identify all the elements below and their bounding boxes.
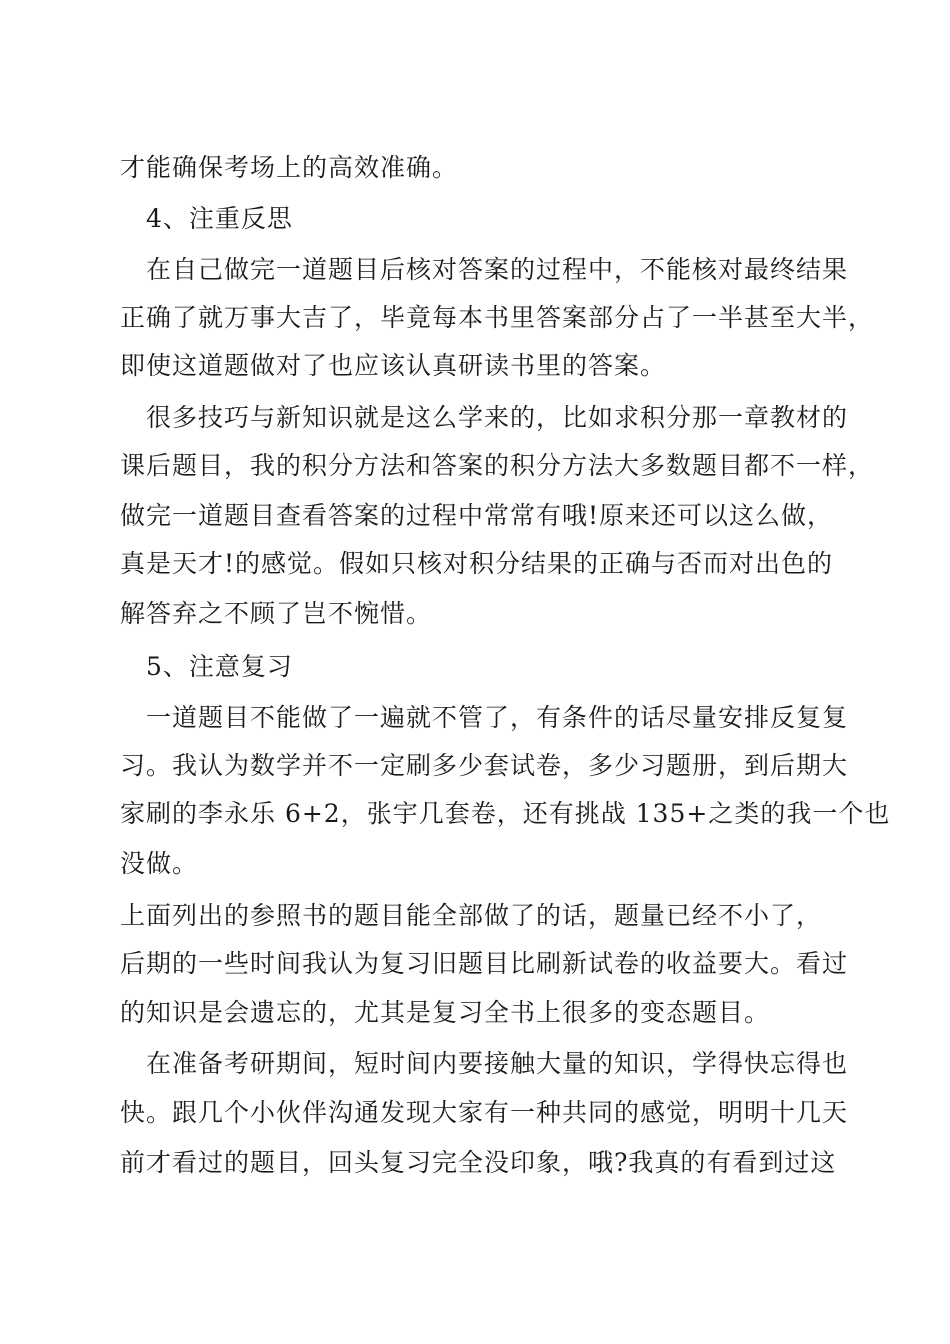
text-line: 才能确保考场上的高效准确。 (120, 153, 459, 182)
section-heading: 5、注意复习 (146, 652, 293, 681)
text-line: 课后题目，我的积分方法和答案的积分方法大多数题目都不一样， (120, 451, 875, 480)
text-line: 一道题目不能做了一遍就不管了，有条件的话尽量安排反复复 (146, 703, 849, 732)
text-line: 很多技巧与新知识就是这么学来的，比如求积分那一章教材的 (146, 403, 849, 432)
text-line: 家刷的李永乐 6+2，张宇几套卷，还有挑战 135+之类的我一个也 (120, 799, 891, 828)
text-line: 的知识是会遗忘的，尤其是复习全书上很多的变态题目。 (120, 998, 771, 1027)
text-line: 真是天才!的感觉。假如只核对积分结果的正确与否而对出色的 (120, 549, 834, 578)
text-line: 上面列出的参照书的题目能全部做了的话，题量已经不小了， (120, 901, 823, 930)
text-line: 快。跟几个小伙伴沟通发现大家有一种共同的感觉，明明十几天 (120, 1098, 849, 1127)
text-line: 习。我认为数学并不一定刷多少套试卷，多少习题册，到后期大 (120, 751, 849, 780)
section-heading: 4、注重反思 (146, 204, 293, 233)
text-line: 后期的一些时间我认为复习旧题目比刷新试卷的收益要大。看过 (120, 949, 849, 978)
text-line: 没做。 (120, 849, 199, 878)
text-line: 在自己做完一道题目后核对答案的过程中，不能核对最终结果 (146, 255, 849, 284)
text-line: 在准备考研期间，短时间内要接触大量的知识，学得快忘得也 (146, 1049, 849, 1078)
text-line: 即使这道题做对了也应该认真研读书里的答案。 (120, 351, 667, 380)
text-line: 解答弃之不顾了岂不惋惜。 (120, 599, 433, 628)
text-line: 前才看过的题目，回头复习完全没印象，哦?我真的有看到过这 (120, 1148, 837, 1177)
text-line: 正确了就万事大吉了，毕竟每本书里答案部分占了一半甚至大半， (120, 303, 875, 332)
text-line: 做完一道题目查看答案的过程中常常有哦!原来还可以这么做， (120, 501, 834, 530)
